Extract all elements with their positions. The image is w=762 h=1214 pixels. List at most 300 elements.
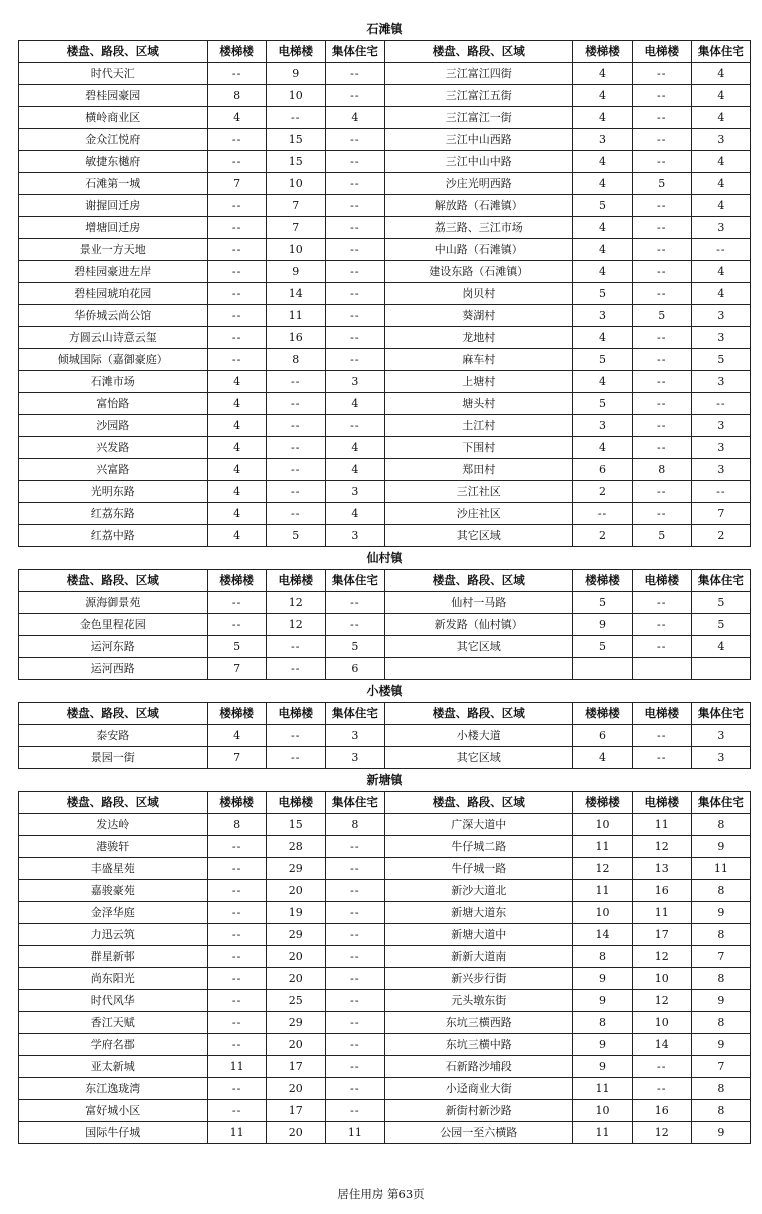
value-cell: 20 (266, 946, 325, 968)
value-cell: 11 (266, 305, 325, 327)
table-row (19, 990, 751, 1012)
value-cell: -- (325, 1012, 384, 1034)
area-name-cell: 新街村新沙路 (384, 1100, 573, 1122)
value-cell: 4 (691, 85, 750, 107)
area-name-cell: 亚太新城 (19, 1056, 208, 1078)
table-row (19, 880, 751, 902)
value-cell: -- (266, 725, 325, 747)
value-cell: 4 (573, 107, 632, 129)
column-header: 楼盘、路段、区域 (19, 570, 208, 592)
area-name-cell: 沙园路 (19, 415, 208, 437)
value-cell: -- (325, 924, 384, 946)
area-name-cell: 横岭商业区 (19, 107, 208, 129)
area-name-cell: 下围村 (384, 437, 573, 459)
table-row (19, 1012, 751, 1034)
value-cell: 5 (573, 349, 632, 371)
value-cell: -- (632, 1078, 691, 1100)
value-cell: 4 (573, 151, 632, 173)
value-cell: 12 (266, 614, 325, 636)
value-cell: -- (207, 880, 266, 902)
value-cell: 20 (266, 1078, 325, 1100)
value-cell: 29 (266, 1012, 325, 1034)
area-name-cell: 金色里程花园 (19, 614, 208, 636)
value-cell: 9 (573, 1034, 632, 1056)
table-row (19, 129, 751, 151)
value-cell: -- (325, 217, 384, 239)
value-cell: -- (632, 747, 691, 769)
value-cell: 16 (266, 327, 325, 349)
value-cell: -- (325, 261, 384, 283)
column-header: 楼梯楼 (207, 41, 266, 63)
value-cell: 17 (266, 1056, 325, 1078)
column-header: 电梯楼 (632, 41, 691, 63)
area-name-cell: 公园一至六横路 (384, 1122, 573, 1144)
value-cell: 11 (207, 1122, 266, 1144)
area-name-cell: 仙村一马路 (384, 592, 573, 614)
value-cell: 4 (691, 261, 750, 283)
value-cell: 5 (573, 592, 632, 614)
value-cell: -- (632, 327, 691, 349)
column-header: 楼梯楼 (207, 792, 266, 814)
value-cell: -- (325, 592, 384, 614)
value-cell: 7 (207, 747, 266, 769)
value-cell: 3 (573, 129, 632, 151)
value-cell: 5 (266, 525, 325, 547)
area-name-cell: 石滩市场 (19, 371, 208, 393)
value-cell: 4 (573, 85, 632, 107)
value-cell: 4 (573, 239, 632, 261)
area-name-cell: 新塘大道东 (384, 902, 573, 924)
table-row (19, 836, 751, 858)
area-name-cell: 元头墩东街 (384, 990, 573, 1012)
table-row (19, 85, 751, 107)
value-cell: -- (207, 261, 266, 283)
area-name-cell (384, 658, 573, 680)
value-cell: 3 (691, 305, 750, 327)
area-name-cell: 华侨城云尚公馆 (19, 305, 208, 327)
area-name-cell: 碧桂园豪进左岸 (19, 261, 208, 283)
value-cell: 4 (325, 459, 384, 481)
table-header-row (19, 570, 751, 592)
area-name-cell: 三江中山西路 (384, 129, 573, 151)
value-cell: -- (266, 658, 325, 680)
area-name-cell: 时代天汇 (19, 63, 208, 85)
area-name-cell: 碧桂园琥珀花园 (19, 283, 208, 305)
value-cell: -- (325, 349, 384, 371)
value-cell: 12 (632, 836, 691, 858)
value-cell: 10 (573, 902, 632, 924)
value-cell: 12 (632, 946, 691, 968)
value-cell: 29 (266, 858, 325, 880)
value-cell: 5 (573, 283, 632, 305)
value-cell: 4 (573, 63, 632, 85)
area-name-cell: 尚东阳光 (19, 968, 208, 990)
value-cell: 3 (691, 217, 750, 239)
value-cell: -- (325, 195, 384, 217)
table-header-row (19, 792, 751, 814)
value-cell: 2 (691, 525, 750, 547)
value-cell: 3 (691, 459, 750, 481)
area-name-cell: 增塘回迁房 (19, 217, 208, 239)
value-cell: 4 (325, 393, 384, 415)
area-name-cell: 土江村 (384, 415, 573, 437)
column-header: 电梯楼 (632, 792, 691, 814)
value-cell: 17 (632, 924, 691, 946)
value-cell: 20 (266, 1034, 325, 1056)
value-cell: -- (207, 63, 266, 85)
value-cell: 4 (325, 437, 384, 459)
column-header: 楼盘、路段、区域 (384, 703, 573, 725)
value-cell: 8 (207, 85, 266, 107)
area-name-cell: 景园一街 (19, 747, 208, 769)
area-name-cell: 港骏轩 (19, 836, 208, 858)
value-cell: -- (632, 592, 691, 614)
area-name-cell: 其它区域 (384, 636, 573, 658)
value-cell: 4 (691, 283, 750, 305)
table-row (19, 393, 751, 415)
table-row (19, 327, 751, 349)
area-name-cell: 景业一方天地 (19, 239, 208, 261)
value-cell: 10 (266, 173, 325, 195)
area-name-cell: 谢握回迁房 (19, 195, 208, 217)
value-cell: 2 (573, 481, 632, 503)
area-name-cell: 光明东路 (19, 481, 208, 503)
value-cell: 11 (207, 1056, 266, 1078)
value-cell: 8 (691, 814, 750, 836)
value-cell: 10 (632, 968, 691, 990)
value-cell: 4 (573, 173, 632, 195)
value-cell: 3 (325, 525, 384, 547)
table-row (19, 858, 751, 880)
document-page (18, 18, 751, 1144)
value-cell: -- (325, 129, 384, 151)
area-name-cell: 发达岭 (19, 814, 208, 836)
column-header: 楼盘、路段、区域 (19, 703, 208, 725)
page-footer: 居住用房 第63页 (337, 1187, 425, 1201)
column-header: 集体住宅 (691, 703, 750, 725)
value-cell: 5 (207, 636, 266, 658)
table-row (19, 1034, 751, 1056)
table-row (19, 107, 751, 129)
value-cell: 8 (691, 968, 750, 990)
table-header-row (19, 703, 751, 725)
value-cell: 11 (573, 1078, 632, 1100)
value-cell: 5 (573, 393, 632, 415)
section-title: 小楼镇 (366, 684, 403, 698)
table-row (19, 349, 751, 371)
area-name-cell: 葵湖村 (384, 305, 573, 327)
section-title: 新塘镇 (366, 773, 403, 787)
column-header: 集体住宅 (325, 570, 384, 592)
value-cell: 4 (325, 503, 384, 525)
value-cell: -- (207, 592, 266, 614)
area-name-cell: 碧桂园豪园 (19, 85, 208, 107)
area-name-cell: 岗贝村 (384, 283, 573, 305)
value-cell: 9 (266, 63, 325, 85)
area-name-cell: 荔三路、三江市场 (384, 217, 573, 239)
table-header-row (19, 41, 751, 63)
column-header: 楼梯楼 (207, 570, 266, 592)
value-cell: 5 (573, 636, 632, 658)
value-cell: 4 (207, 459, 266, 481)
table-row (19, 658, 751, 680)
area-name-cell: 三江社区 (384, 481, 573, 503)
value-cell: -- (632, 503, 691, 525)
value-cell: -- (325, 614, 384, 636)
value-cell: 2 (573, 525, 632, 547)
table-row (19, 747, 751, 769)
column-header: 楼盘、路段、区域 (384, 792, 573, 814)
value-cell: 4 (325, 107, 384, 129)
value-cell: 4 (573, 437, 632, 459)
value-cell: -- (632, 85, 691, 107)
value-cell: -- (325, 63, 384, 85)
area-name-cell: 力迅云筑 (19, 924, 208, 946)
table-row (19, 481, 751, 503)
area-name-cell: 泰安路 (19, 725, 208, 747)
value-cell: 16 (632, 1100, 691, 1122)
area-name-cell: 石滩第一城 (19, 173, 208, 195)
area-name-cell: 兴富路 (19, 459, 208, 481)
value-cell: -- (207, 327, 266, 349)
value-cell: 8 (325, 814, 384, 836)
value-cell: 8 (573, 946, 632, 968)
value-cell: 4 (207, 503, 266, 525)
area-name-cell: 牛仔城二路 (384, 836, 573, 858)
value-cell: 8 (691, 880, 750, 902)
area-name-cell: 方圆云山诗意云玺 (19, 327, 208, 349)
value-cell: -- (207, 614, 266, 636)
column-header: 电梯楼 (266, 792, 325, 814)
value-cell: 13 (632, 858, 691, 880)
value-cell: -- (632, 129, 691, 151)
value-cell: -- (207, 1100, 266, 1122)
column-header: 电梯楼 (266, 570, 325, 592)
value-cell: 3 (573, 305, 632, 327)
area-name-cell: 牛仔城一路 (384, 858, 573, 880)
value-cell: -- (325, 946, 384, 968)
housing-table (18, 702, 751, 769)
value-cell: 8 (266, 349, 325, 371)
value-cell: 11 (573, 1122, 632, 1144)
column-header: 楼盘、路段、区域 (384, 41, 573, 63)
value-cell: 10 (266, 239, 325, 261)
value-cell: 11 (632, 902, 691, 924)
table-row (19, 636, 751, 658)
table-row (19, 63, 751, 85)
area-name-cell: 源海御景苑 (19, 592, 208, 614)
area-name-cell: 广深大道中 (384, 814, 573, 836)
value-cell: 5 (691, 592, 750, 614)
area-name-cell: 东江逸珑湾 (19, 1078, 208, 1100)
table-row (19, 1122, 751, 1144)
area-name-cell: 沙庄社区 (384, 503, 573, 525)
area-name-cell: 龙地村 (384, 327, 573, 349)
value-cell: 5 (632, 525, 691, 547)
area-name-cell: 运河东路 (19, 636, 208, 658)
value-cell: 9 (573, 990, 632, 1012)
table-row (19, 151, 751, 173)
value-cell: 4 (207, 725, 266, 747)
value-cell (632, 658, 691, 680)
area-name-cell: 石新路沙埔段 (384, 1056, 573, 1078)
value-cell: 3 (691, 725, 750, 747)
value-cell: -- (632, 151, 691, 173)
value-cell: 8 (691, 1100, 750, 1122)
area-name-cell: 丰盛星苑 (19, 858, 208, 880)
value-cell: -- (632, 437, 691, 459)
value-cell: 15 (266, 151, 325, 173)
table-row (19, 503, 751, 525)
value-cell: 4 (207, 393, 266, 415)
value-cell: -- (325, 415, 384, 437)
area-name-cell: 东坑三横中路 (384, 1034, 573, 1056)
column-header: 楼盘、路段、区域 (19, 41, 208, 63)
area-name-cell: 香江天赋 (19, 1012, 208, 1034)
value-cell: -- (325, 85, 384, 107)
value-cell: 16 (632, 880, 691, 902)
value-cell: -- (266, 393, 325, 415)
value-cell: 8 (573, 1012, 632, 1034)
table-row (19, 305, 751, 327)
value-cell: 4 (207, 371, 266, 393)
value-cell: 4 (207, 481, 266, 503)
value-cell: -- (632, 393, 691, 415)
value-cell: 9 (691, 1034, 750, 1056)
column-header: 楼梯楼 (207, 703, 266, 725)
value-cell: -- (207, 151, 266, 173)
value-cell: -- (632, 261, 691, 283)
value-cell: 3 (691, 129, 750, 151)
value-cell: -- (325, 1056, 384, 1078)
value-cell: 5 (691, 614, 750, 636)
value-cell: 4 (573, 327, 632, 349)
value-cell: -- (207, 858, 266, 880)
column-header: 楼梯楼 (573, 792, 632, 814)
value-cell: 9 (691, 836, 750, 858)
table-row (19, 946, 751, 968)
value-cell (573, 658, 632, 680)
value-cell: 7 (691, 1056, 750, 1078)
value-cell: -- (325, 880, 384, 902)
value-cell: 20 (266, 968, 325, 990)
value-cell: 6 (573, 725, 632, 747)
value-cell: 7 (266, 195, 325, 217)
value-cell: 11 (325, 1122, 384, 1144)
value-cell: -- (691, 393, 750, 415)
value-cell: -- (207, 968, 266, 990)
table-row (19, 261, 751, 283)
column-header: 集体住宅 (325, 41, 384, 63)
value-cell: 4 (691, 195, 750, 217)
value-cell: 4 (573, 217, 632, 239)
value-cell: -- (632, 415, 691, 437)
value-cell: 11 (573, 880, 632, 902)
table-row (19, 924, 751, 946)
value-cell: 14 (573, 924, 632, 946)
value-cell: 4 (691, 151, 750, 173)
value-cell: -- (207, 239, 266, 261)
column-header: 楼梯楼 (573, 41, 632, 63)
table-row (19, 592, 751, 614)
value-cell: 7 (691, 946, 750, 968)
value-cell: -- (325, 968, 384, 990)
value-cell: 5 (632, 173, 691, 195)
value-cell: 8 (632, 459, 691, 481)
value-cell: 4 (207, 107, 266, 129)
column-header: 集体住宅 (691, 792, 750, 814)
area-name-cell: 国际牛仔城 (19, 1122, 208, 1144)
value-cell: -- (266, 459, 325, 481)
value-cell: -- (691, 481, 750, 503)
area-name-cell: 金众江悦府 (19, 129, 208, 151)
area-name-cell: 金泽华庭 (19, 902, 208, 924)
housing-table (18, 569, 751, 680)
value-cell: 4 (691, 107, 750, 129)
value-cell: 11 (691, 858, 750, 880)
value-cell: -- (325, 305, 384, 327)
column-header: 电梯楼 (266, 703, 325, 725)
value-cell: 10 (632, 1012, 691, 1034)
section-title: 仙村镇 (366, 551, 403, 565)
area-name-cell: 新塘大道中 (384, 924, 573, 946)
value-cell: -- (325, 151, 384, 173)
value-cell: -- (325, 902, 384, 924)
table-row (19, 1078, 751, 1100)
table-row (19, 614, 751, 636)
value-cell: -- (207, 990, 266, 1012)
area-name-cell: 新发路（仙村镇） (384, 614, 573, 636)
value-cell: 3 (691, 415, 750, 437)
value-cell: 12 (266, 592, 325, 614)
value-cell: 14 (266, 283, 325, 305)
area-name-cell: 三江富江四街 (384, 63, 573, 85)
value-cell: 4 (207, 525, 266, 547)
value-cell: 4 (691, 173, 750, 195)
area-name-cell: 红荔中路 (19, 525, 208, 547)
value-cell: -- (325, 990, 384, 1012)
area-name-cell: 新新大道南 (384, 946, 573, 968)
value-cell: -- (325, 858, 384, 880)
value-cell: 9 (573, 968, 632, 990)
area-name-cell: 中山路（石滩镇） (384, 239, 573, 261)
value-cell: -- (632, 63, 691, 85)
value-cell: -- (632, 636, 691, 658)
value-cell: 12 (632, 990, 691, 1012)
value-cell: 11 (573, 836, 632, 858)
value-cell: -- (266, 415, 325, 437)
column-header: 楼盘、路段、区域 (384, 570, 573, 592)
value-cell: -- (207, 217, 266, 239)
value-cell: 3 (325, 725, 384, 747)
value-cell: 9 (691, 902, 750, 924)
table-row (19, 173, 751, 195)
table-row (19, 195, 751, 217)
table-row (19, 415, 751, 437)
value-cell: 15 (266, 129, 325, 151)
value-cell: -- (266, 437, 325, 459)
area-name-cell: 红荔东路 (19, 503, 208, 525)
table-row (19, 814, 751, 836)
value-cell: 7 (207, 658, 266, 680)
value-cell: -- (632, 725, 691, 747)
value-cell: 8 (691, 924, 750, 946)
column-header: 楼盘、路段、区域 (19, 792, 208, 814)
value-cell: 10 (266, 85, 325, 107)
value-cell: -- (325, 836, 384, 858)
area-name-cell: 新沙大道北 (384, 880, 573, 902)
table-row (19, 525, 751, 547)
